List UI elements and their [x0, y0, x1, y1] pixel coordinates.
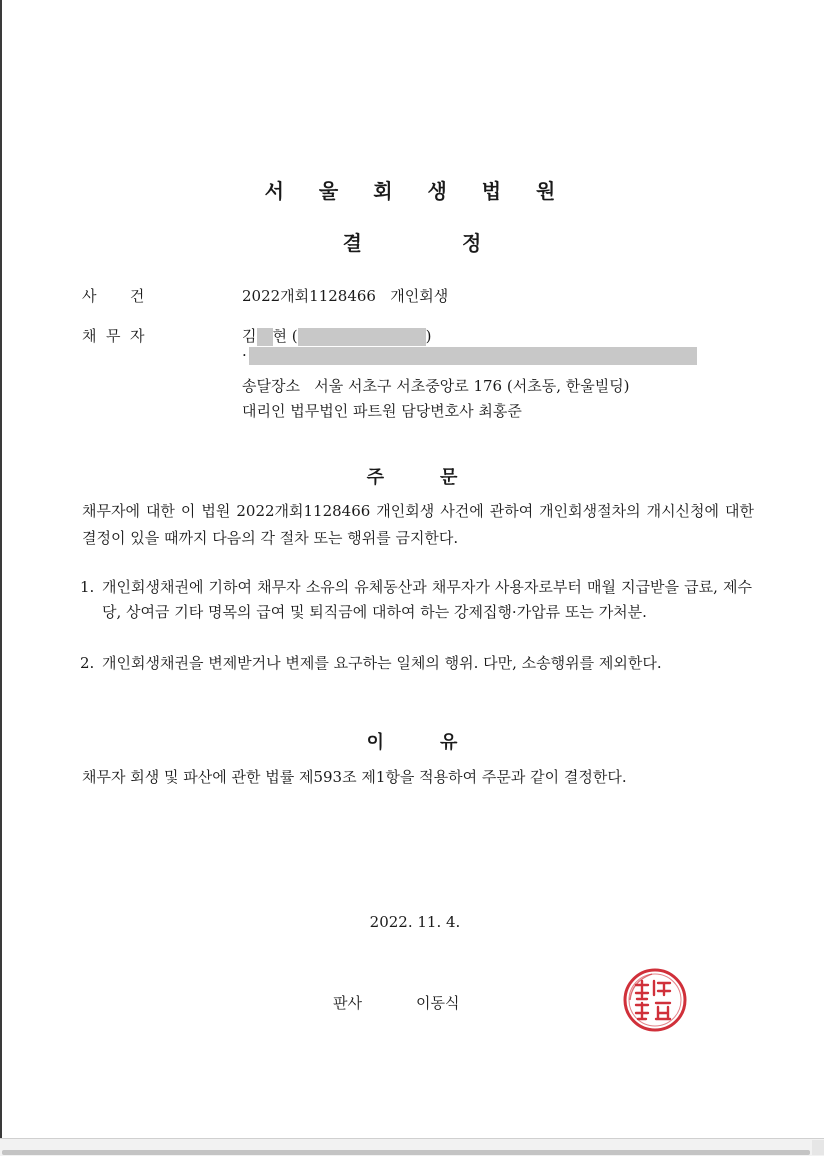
order-title — [0, 463, 824, 489]
decision-date: 2022. 11. 4. — [369, 913, 461, 931]
order-title-char-1: 주 — [366, 467, 384, 488]
document-title — [0, 227, 824, 256]
order-title-char-2: 문 — [440, 467, 458, 488]
debtor-label: 채 무 자 — [82, 327, 145, 345]
reason-title — [0, 728, 824, 754]
reason-text: 채무자 회생 및 파산에 관한 법률 제593조 제1항을 적용하여 주문과 같이 결정한다. — [82, 768, 627, 786]
document-title-char-2: 정 — [462, 231, 482, 255]
debtor-name-line — [242, 325, 431, 346]
order-item-1-number: 1. — [80, 578, 95, 596]
reason-title-char-1: 이 — [366, 732, 384, 753]
order-item-2-number: 2. — [80, 654, 95, 672]
debtor-name-first: 김 — [242, 327, 257, 345]
representative: 대리인 법무법인 파트원 담당변호사 최홍준 — [242, 402, 522, 420]
scrollbar-thumb[interactable] — [2, 1150, 810, 1155]
court-title: 서 울 회 생 법 원 — [264, 179, 570, 203]
order-item-1-text: 개인회생채권에 기하여 채무자 소유의 유체동산과 채무자가 사용자로부터 매월 지급받을 급료, 제수당, 상여금 기타 명목의 급여 및 퇴직금에 대하여 하는 강제집행·가압류 또는 가처분. — [102, 578, 752, 621]
order-item-2-text: 개인회생채권을 변제받거나 변제를 요구하는 일체의 행위. 다만, 소송행위를 제외한다. — [102, 654, 662, 672]
order-intro: 채무자에 대한 이 법원 2022개회1128466 개인회생 사건에 관하여 개인회생절차의 개시신청에 대한 결정이 있을 때까지 다음의 각 절차 또는 행위를 금지한다. — [82, 502, 754, 547]
scrollbar-corner — [812, 1140, 824, 1155]
judge-seal-stamp — [622, 967, 688, 1033]
address-mark: · — [242, 346, 247, 364]
service-address: 송달장소 서울 서초구 서초중앙로 176 (서초동, 한울빌딩) — [242, 377, 630, 395]
debtor-address-line — [242, 346, 697, 365]
redacted-address — [249, 347, 697, 365]
judge-name: 이동식 — [416, 994, 460, 1012]
judge-title: 판사 — [333, 994, 362, 1012]
case-label: 사 건 — [82, 287, 145, 305]
debtor-name-rest: 현 ( — [272, 327, 298, 345]
redacted-id-number — [298, 328, 426, 346]
page-left-border — [0, 0, 2, 1138]
debtor-name-close: ) — [425, 327, 432, 345]
document-title-char-1: 결 — [342, 231, 362, 255]
reason-title-char-2: 유 — [440, 732, 458, 753]
redacted-name-char — [257, 328, 273, 346]
case-value: 2022개회1128466 개인회생 — [242, 287, 449, 305]
